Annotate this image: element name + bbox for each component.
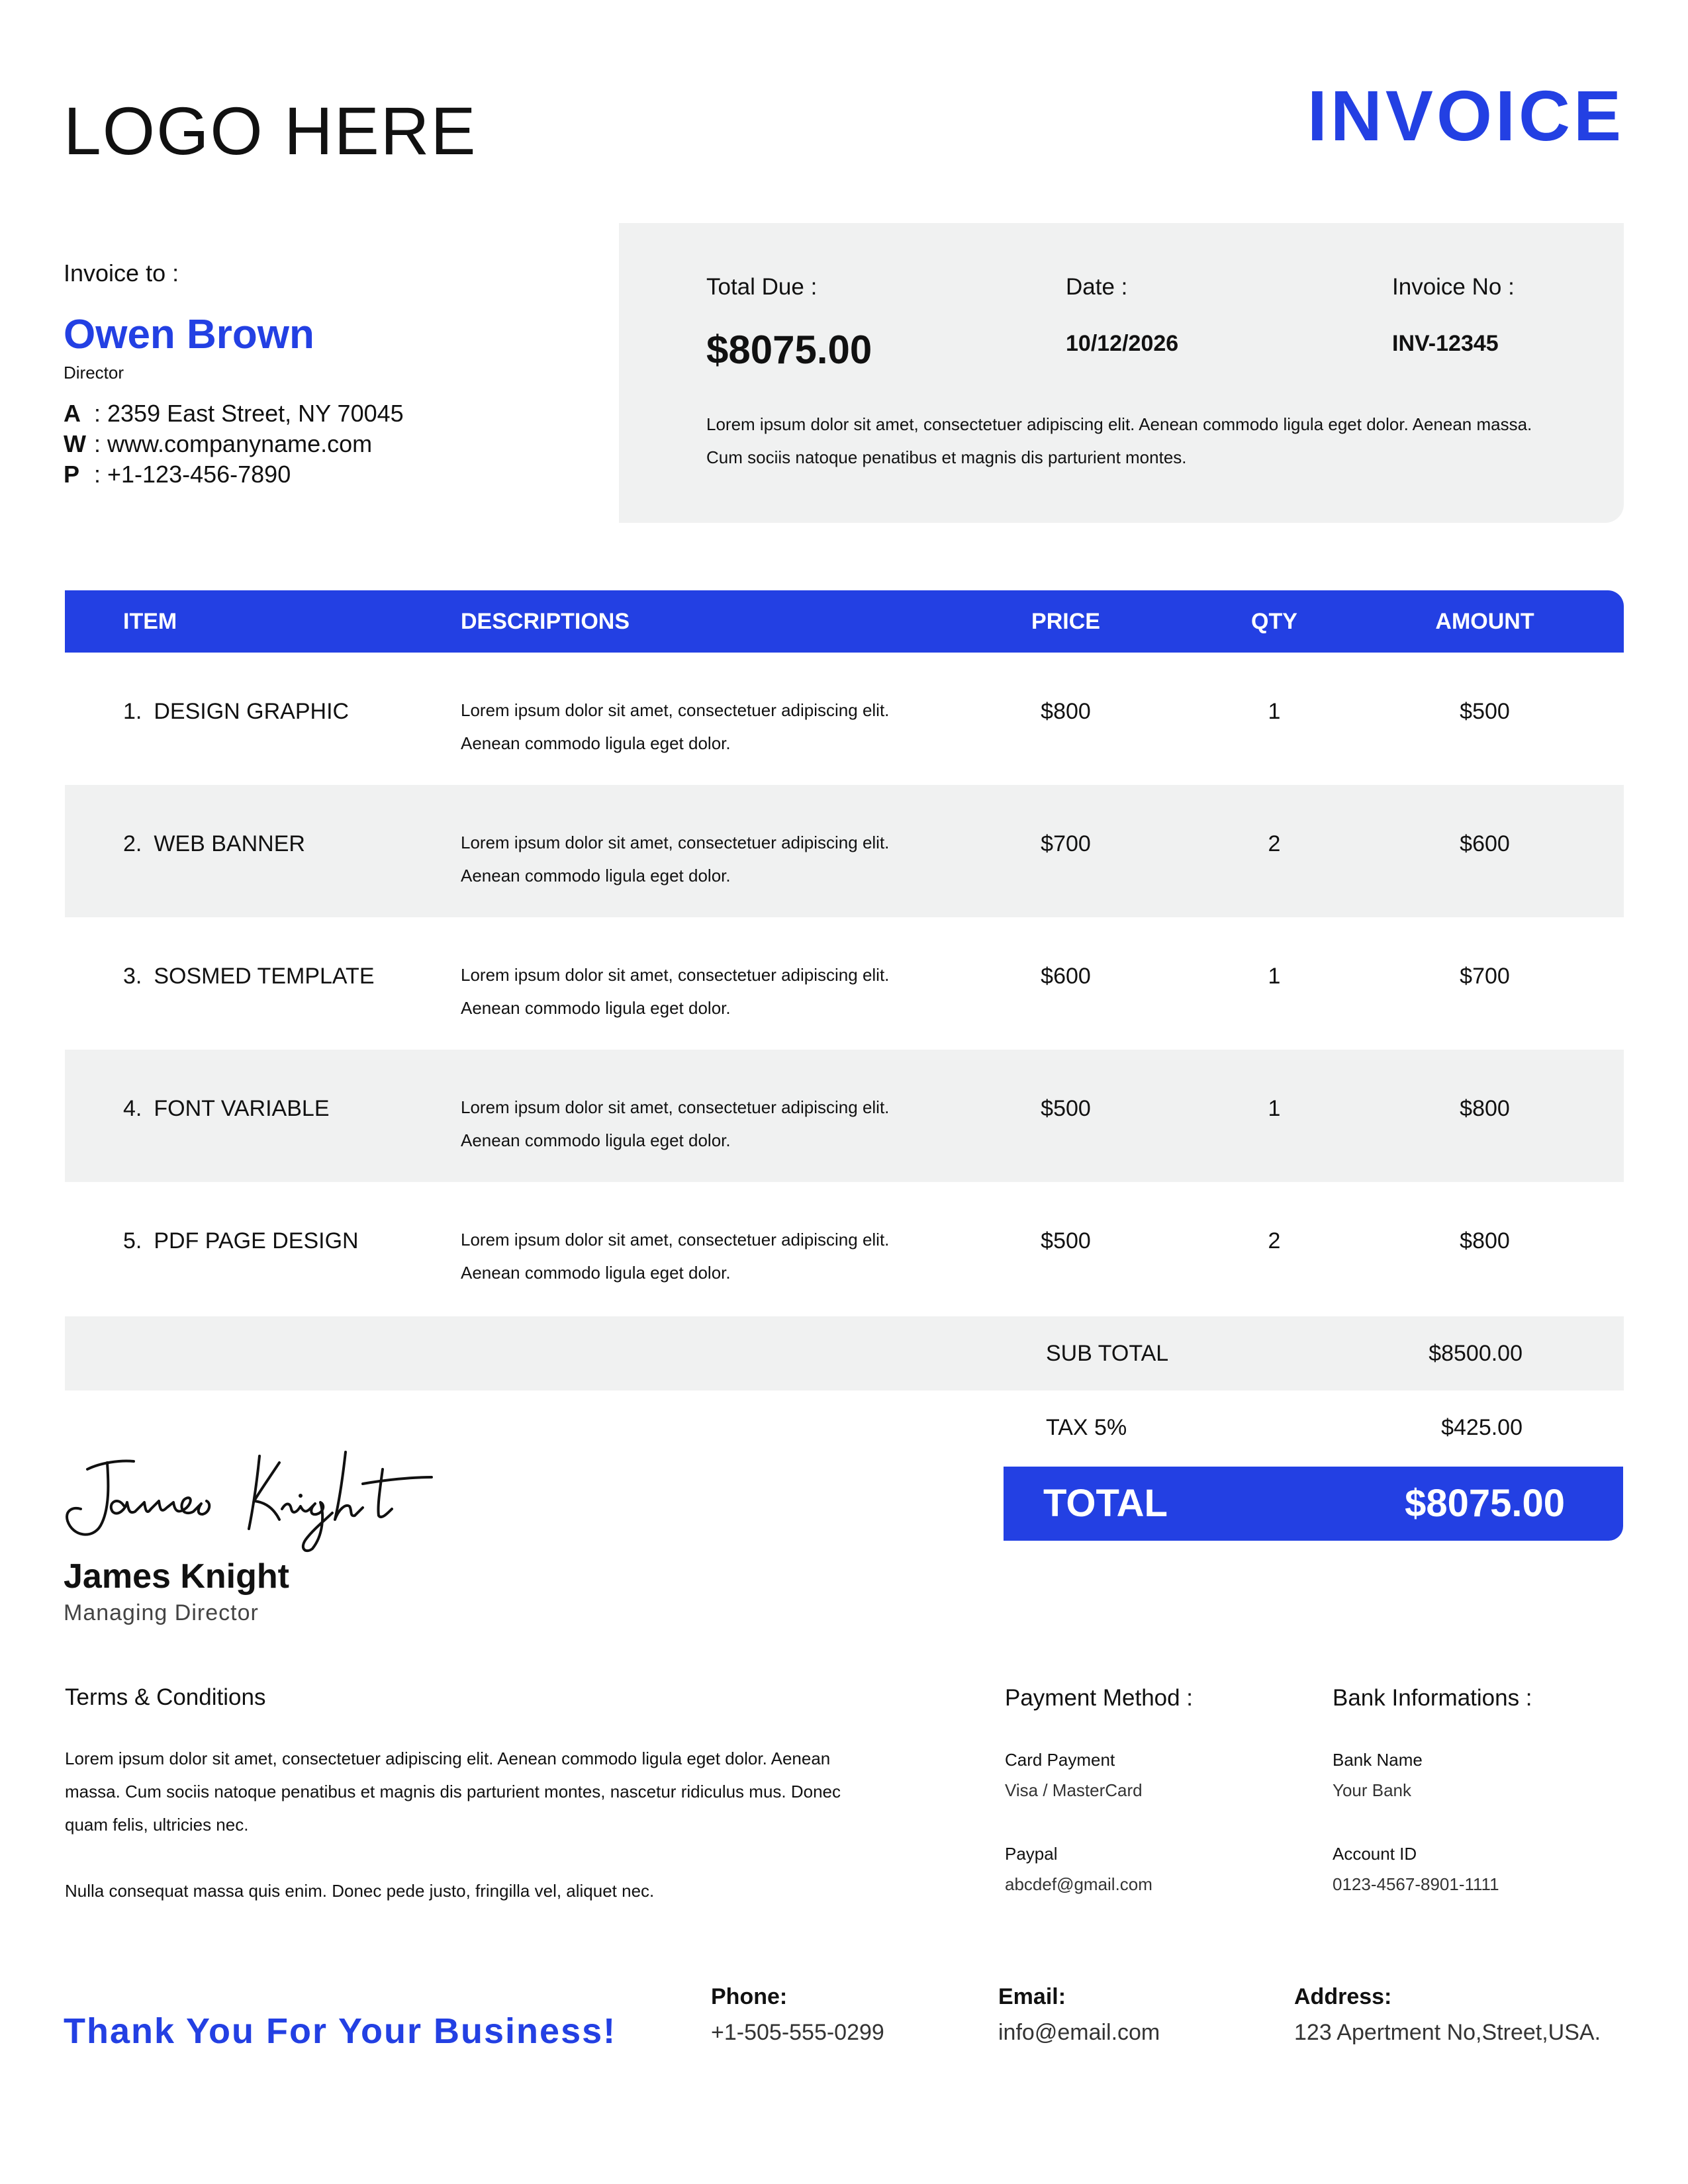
item-price: $700 [1041, 831, 1091, 856]
contact-key: A [64, 400, 81, 427]
col-qty: QTY [1251, 609, 1297, 634]
table-row [65, 917, 1624, 1050]
item-qty: 2 [1268, 831, 1281, 856]
footer-phone-value: +1-505-555-0299 [711, 2020, 884, 2045]
item-amount: $700 [1460, 964, 1510, 989]
item-amount: $500 [1460, 699, 1510, 724]
item-label: WEB BANNER [154, 831, 305, 856]
item-amount: $800 [1460, 1096, 1510, 1121]
bank-name-value: Your Bank [1333, 1780, 1412, 1800]
item-price: $600 [1041, 964, 1091, 989]
item-description: Lorem ipsum dolor sit amet, consectetuer adipiscing elit. Aenean commodo ligula eget dolor. [461, 1097, 890, 1150]
thank-you-message: Thank You For Your Business! [64, 2011, 617, 2051]
paypal-label: Paypal [1005, 1844, 1058, 1864]
tax-label: TAX 5% [1046, 1415, 1127, 1440]
total-due-label: Total Due : [706, 274, 818, 300]
contact-value: : +1-123-456-7890 [94, 461, 291, 488]
col-amount: AMOUNT [1435, 609, 1534, 634]
table-header [65, 590, 1624, 653]
footer-phone-label: Phone: [711, 1984, 788, 2009]
subtotal-value: $8500.00 [1429, 1341, 1523, 1366]
invoice-no-label: Invoice No : [1392, 274, 1515, 300]
subtotal-label: SUB TOTAL [1046, 1341, 1169, 1366]
item-number: 5. [123, 1228, 142, 1253]
contact-key: P [64, 461, 80, 488]
total-label: TOTAL [1043, 1482, 1168, 1525]
item-price: $800 [1041, 699, 1091, 724]
item-qty: 2 [1268, 1228, 1281, 1253]
total-bar [1004, 1467, 1623, 1541]
footer-email-value: info@email.com [998, 2020, 1160, 2045]
terms-title: Terms & Conditions [65, 1684, 266, 1710]
invoice-title: INVOICE [1307, 75, 1624, 156]
item-label: DESIGN GRAPHIC [154, 699, 350, 724]
item-qty: 1 [1268, 699, 1281, 724]
date-value: 10/12/2026 [1066, 331, 1179, 356]
tax-value: $425.00 [1441, 1415, 1523, 1440]
bank-info-title: Bank Informations : [1333, 1685, 1532, 1711]
item-amount: $800 [1460, 1228, 1510, 1253]
invoice-to-label: Invoice to : [64, 259, 179, 287]
item-qty: 1 [1268, 1096, 1281, 1121]
signer-name: James Knight [64, 1557, 289, 1596]
bank-name-label: Bank Name [1333, 1750, 1423, 1770]
col-item: ITEM [123, 609, 177, 634]
col-price: PRICE [1031, 609, 1100, 634]
item-number: 3. [123, 964, 142, 989]
footer-address-label: Address: [1294, 1984, 1392, 2009]
summary-note: Lorem ipsum dolor sit amet, consectetuer adipiscing elit. Aenean commodo ligula eget dolor. Aenean massa. Cum sociis natoque penatibus et magnis dis parturient montes. [706, 414, 1532, 467]
terms-text-secondary: Nulla consequat massa quis enim. Donec pede justo, fringilla vel, aliquet nec. [65, 1881, 655, 1901]
total-due-value: $8075.00 [706, 328, 872, 372]
item-label: PDF PAGE DESIGN [154, 1228, 359, 1253]
item-description: Lorem ipsum dolor sit amet, consectetuer adipiscing elit. Aenean commodo ligula eget dolor. [461, 1230, 890, 1283]
item-name [123, 831, 305, 857]
table-row [65, 653, 1624, 785]
item-label: FONT VARIABLE [154, 1096, 330, 1121]
signature-image [61, 1443, 458, 1555]
table-row [65, 1182, 1624, 1314]
item-name [123, 1096, 330, 1122]
signer-role: Managing Director [64, 1600, 259, 1625]
item-name [123, 964, 375, 989]
item-description: Lorem ipsum dolor sit amet, consectetuer adipiscing elit. Aenean commodo ligula eget dolor. [461, 833, 890, 886]
item-price: $500 [1041, 1096, 1091, 1121]
client-role: Director [64, 363, 124, 383]
client-name: Owen Brown [64, 312, 314, 357]
contact-address [64, 400, 404, 428]
item-amount: $600 [1460, 831, 1510, 856]
summary-panel [619, 223, 1624, 523]
item-price: $500 [1041, 1228, 1091, 1253]
item-description: Lorem ipsum dolor sit amet, consectetuer adipiscing elit. Aenean commodo ligula eget dolor. [461, 700, 890, 753]
item-name [123, 1228, 359, 1254]
account-id-value: 0123-4567-8901-1111 [1333, 1874, 1499, 1894]
paypal-value: abcdef@gmail.com [1005, 1874, 1152, 1894]
contact-phone [64, 461, 291, 488]
table-row [65, 785, 1624, 917]
item-number: 1. [123, 699, 142, 724]
item-number: 4. [123, 1096, 142, 1121]
date-label: Date : [1066, 274, 1128, 300]
logo-text: LOGO HERE [64, 93, 477, 169]
item-number: 2. [123, 831, 142, 856]
table-row [65, 1050, 1624, 1182]
contact-key: W [64, 430, 86, 457]
contact-value: : www.companyname.com [94, 430, 373, 457]
item-name [123, 699, 349, 725]
total-value: $8075.00 [1405, 1482, 1565, 1525]
account-id-label: Account ID [1333, 1844, 1417, 1864]
card-payment-label: Card Payment [1005, 1750, 1115, 1770]
terms-text: Lorem ipsum dolor sit amet, consectetuer adipiscing elit. Aenean commodo ligula eget dolor. Aenean massa. Cum sociis natoque penatibus et magnis dis parturient montes, nascetur ridiculus mus. Donec quam felis, ultricies nec. [65, 1749, 841, 1835]
card-payment-value: Visa / MasterCard [1005, 1780, 1143, 1800]
item-qty: 1 [1268, 964, 1281, 989]
contact-website [64, 430, 372, 458]
footer-address-value: 123 Apertment No,Street,USA. [1294, 2020, 1601, 2045]
col-descriptions: DESCRIPTIONS [461, 609, 630, 634]
item-description: Lorem ipsum dolor sit amet, consectetuer adipiscing elit. Aenean commodo ligula eget dolor. [461, 965, 890, 1018]
payment-method-title: Payment Method : [1005, 1685, 1194, 1711]
footer-email-label: Email: [998, 1984, 1066, 2009]
invoice-no-value: INV-12345 [1392, 331, 1499, 356]
contact-value: : 2359 East Street, NY 70045 [94, 400, 404, 427]
item-label: SOSMED TEMPLATE [154, 964, 375, 989]
